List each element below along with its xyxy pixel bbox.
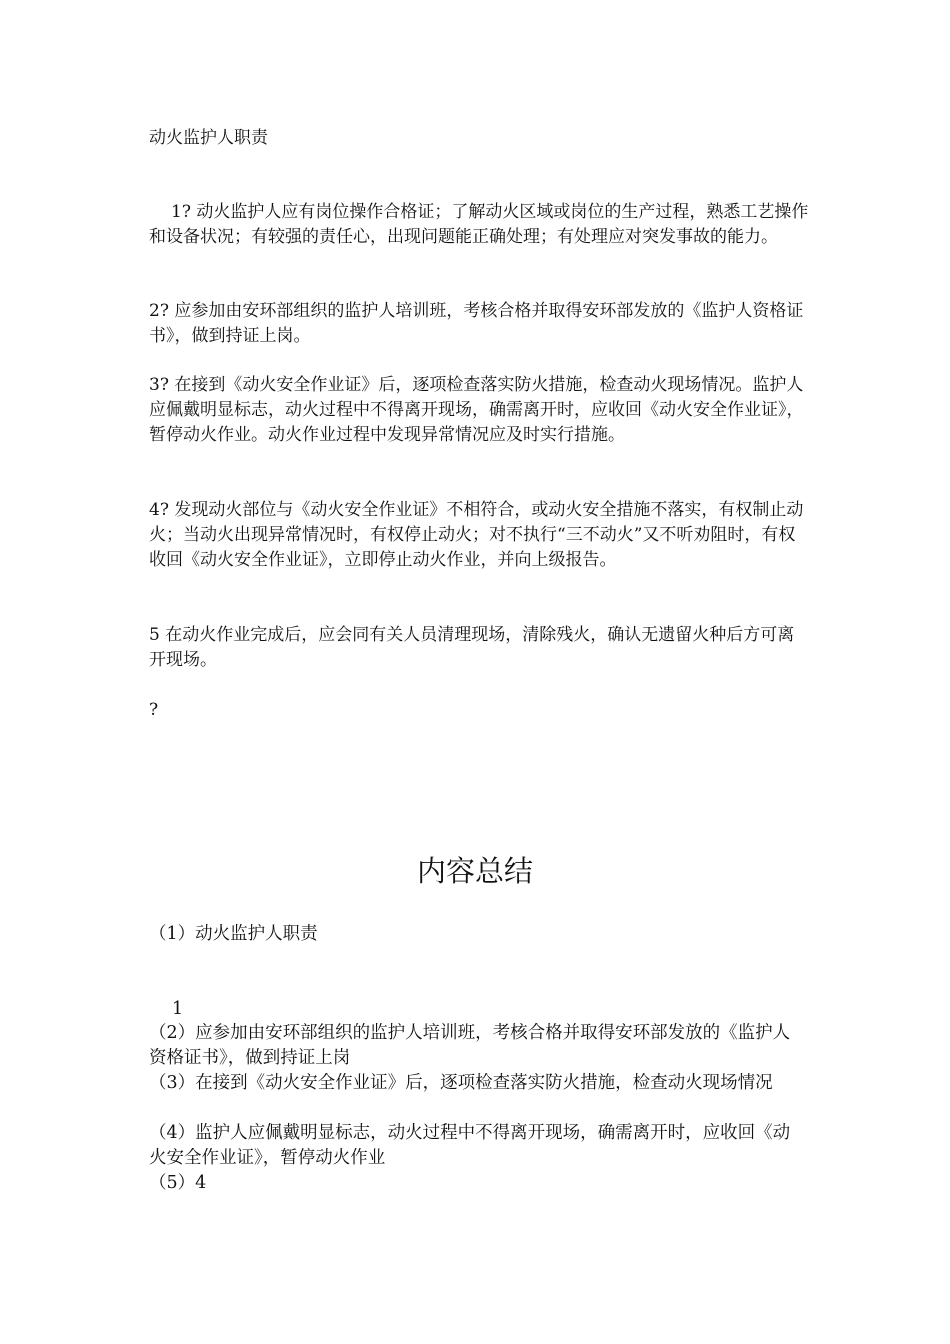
paragraph-1: 1? 动火监护人应有岗位操作合格证；了解动火区域或岗位的生产过程，熟悉工艺操作和设备状况；有较强的责任心，出现问题能正确处理；有处理应对突发事故的能力。 bbox=[149, 202, 809, 247]
paragraph-5: 5 在动火作业完成后，应会同有关人员清理现场，清除残火，确认无遗留火种后方可离开现场。 bbox=[149, 625, 795, 670]
summary-item-5: （5）4 bbox=[149, 1173, 207, 1193]
summary-item-3: （3）在接到《动火安全作业证》后，逐项检查落实防火措施，检查动火现场情况 bbox=[149, 1073, 773, 1093]
summary-item-2: （2）应参加由安环部组织的监护人培训班，考核合格并取得安环部发放的《监护人资格证书》，做到持证上岗 bbox=[149, 1023, 791, 1068]
trailing-mark: ? bbox=[149, 700, 159, 720]
paragraph-3: 3? 在接到《动火安全作业证》后，逐项检查落实防火措施，检查动火现场情况。监护人应佩戴明显标志，动火过程中不得离开现场，确需离开时，应收回《动火安全作业证》，暂停动火作业。动火作业过程中发现异常情况应及时实行措施。 bbox=[149, 375, 804, 445]
summary-item-1: （1）动火监护人职责 bbox=[149, 924, 318, 944]
document-title: 动火监护人职责 bbox=[149, 128, 268, 148]
summary-title: 内容总结 bbox=[416, 854, 533, 888]
summary-item-4: （4）监护人应佩戴明显标志，动火过程中不得离开现场，确需离开时，应收回《动火安全作业证》，暂停动火作业 bbox=[149, 1123, 791, 1168]
paragraph-2: 2? 应参加由安环部组织的监护人培训班，考核合格并取得安环部发放的《监护人资格证书》，做到持证上岗。 bbox=[149, 301, 804, 346]
summary-number-line: 1 bbox=[172, 999, 184, 1019]
paragraph-4: 4? 发现动火部位与《动火安全作业证》不相符合，或动火安全措施不落实，有权制止动火；当动火出现异常情况时，有权停止动火；对不执行“三不动火”又不听劝阻时，有权收回《动火安全作业证》，立即停止动火作业，并向上级报告。 bbox=[149, 500, 804, 570]
